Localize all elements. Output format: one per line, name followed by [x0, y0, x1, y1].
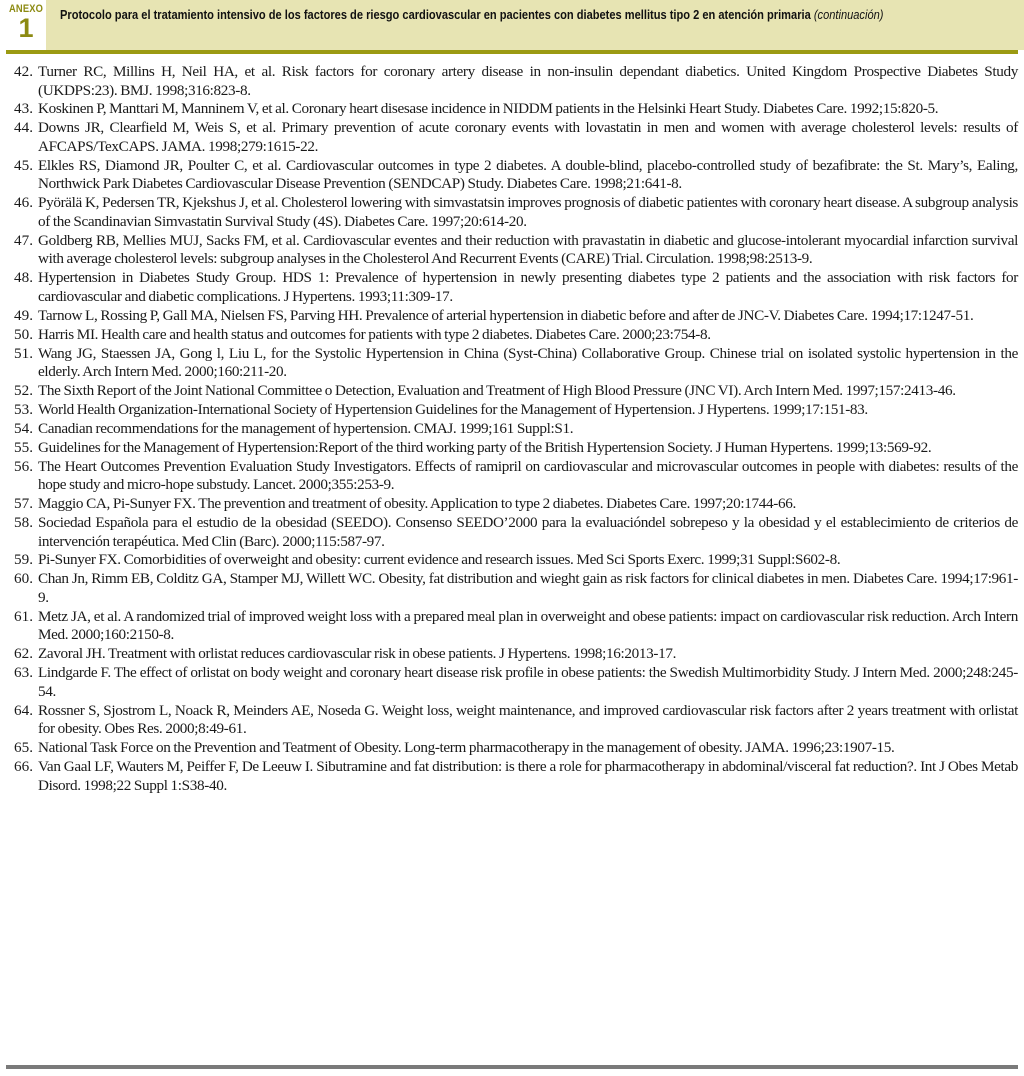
- reference-number: 61.: [14, 607, 33, 625]
- annex-number: 1: [18, 13, 34, 43]
- reference-text: Pi-Sunyer FX. Comorbidities of overweight and obesity: current evidence and research issues. Med Sci Sports Exerc. 1999;31 Suppl:S602-8.: [38, 551, 841, 569]
- reference-item: [14, 157, 1018, 194]
- reference-text: The Heart Outcomes Prevention Evaluation Study Investigators. Effects of ramipril on cardiovascular and microvascular outcomes in people with diabetes: results of the hope study and micro-hope substudy. Lancet. 2000;355:253-9.: [38, 457, 1018, 494]
- reference-item: [14, 514, 1018, 551]
- reference-number: 55.: [14, 438, 33, 456]
- reference-text: Metz JA, et al. A randomized trial of improved weight loss with a prepared meal plan in overweight and obese patients: impact on cardiovascular risk reduction. Arch Intern Med. 2000;160:2150-8.: [38, 607, 1018, 644]
- reference-item: [14, 664, 1018, 701]
- reference-number: 51.: [14, 344, 33, 362]
- reference-text: Hypertension in Diabetes Study Group. HDS 1: Prevalence of hypertension in newly presenting diabetes type 2 patients and the association with risk factors for cardiovascular and diabetic complications. J Hypertens. 1993;11:309-17.: [38, 269, 1018, 305]
- reference-item: [14, 702, 1018, 739]
- reference-text: Chan Jn, Rimm EB, Colditz GA, Stamper MJ, Willett WC. Obesity, fat distribution and wieght gain as risk factors for clinical diabetes in men. Diabetes Care. 1994;17:961-9.: [38, 570, 1018, 606]
- reference-text: National Task Force on the Prevention and Teatment of Obesity. Long-term pharmacotherapy in the management of obesity. JAMA. 1996;23:1907-15.: [38, 739, 895, 757]
- reference-item: [14, 345, 1018, 382]
- reference-item: [14, 119, 1018, 156]
- header-rule: [6, 50, 1018, 54]
- reference-number: 47.: [14, 231, 33, 249]
- reference-item: [14, 739, 1018, 758]
- reference-text: The Sixth Report of the Joint National Committee o Detection, Evaluation and Treatment of High Blood Pressure (JNC VI). Arch Intern Med. 1997;157:2413-46.: [38, 382, 956, 400]
- reference-item: [14, 382, 1018, 401]
- reference-item: [14, 570, 1018, 607]
- reference-text: Pyörälä K, Pedersen TR, Kjekshus J, et al. Cholesterol lowering with simvastatsin improves prognosis of diabetic patientes with coronary heart disease. A subgroup analysis of the Scandinavian Simvastatin Survival Study (4S). Diabetes Care. 1997;20:614-20.: [38, 194, 1018, 230]
- annex-header: [6, 0, 1018, 50]
- reference-number: 65.: [14, 739, 33, 757]
- reference-item: [14, 608, 1018, 645]
- annex-title-band: [46, 0, 1024, 50]
- reference-number: 60.: [14, 570, 33, 588]
- reference-number: 42.: [14, 63, 33, 80]
- reference-text: Tarnow L, Rossing P, Gall MA, Nielsen FS, Parving HH. Prevalence of arterial hypertension in diabetic before and after de JNC-V. Diabetes Care. 1994;17:1247-51.: [38, 306, 974, 324]
- reference-text: Harris MI. Health care and health status and outcomes for patients with type 2 diabetes. Diabetes Care. 2000;23:754-8.: [38, 325, 711, 343]
- reference-text: Turner RC, Millins H, Neil HA, et al. Risk factors for coronary artery disease in non-insulin dependant diabetics. United Kingdom Prospective Diabetes Study (UKDPS:23). BMJ. 1998;316:823-8.: [38, 63, 1018, 99]
- reference-item: [14, 495, 1018, 514]
- reference-text: Wang JG, Staessen JA, Gong l, Liu L, for the Systolic Hypertension in China (Syst-China) Collaborative Group. Chinese trial on isolated systolic hypertension in the elderly. Arch Intern Med. 2000;160:211-20.: [38, 344, 1018, 381]
- reference-number: 53.: [14, 400, 33, 418]
- reference-number: 64.: [14, 701, 33, 719]
- reference-item: [14, 645, 1018, 664]
- reference-number: 48.: [14, 269, 33, 287]
- reference-number: 52.: [14, 382, 33, 400]
- reference-number: 59.: [14, 551, 33, 569]
- reference-item: [14, 63, 1018, 100]
- reference-number: 46.: [14, 194, 33, 212]
- reference-item: [14, 551, 1018, 570]
- annex-title: [60, 8, 993, 23]
- reference-number: 45.: [14, 156, 33, 174]
- reference-text: Goldberg RB, Mellies MUJ, Sacks FM, et al. Cardiovascular eventes and their reduction with pravastatin in diabetic and glucose-intolerant myocardial infarction survival with average cholesterol levels: subgroup analyses in the Cholesterol And Recurrent Events (CARE) Trial. Circulation. 1998;98:2513-9.: [38, 231, 1018, 268]
- reference-text: World Health Organization-International Society of Hypertension Guidelines for the Management of Hypertension. J Hypertens. 1999;17:151-83.: [38, 400, 868, 418]
- reference-number: 66.: [14, 758, 33, 776]
- reference-item: [14, 758, 1018, 795]
- reference-text: Lindgarde F. The effect of orlistat on body weight and coronary heart disease risk profile in obese patients: the Swedish Multimorbidity Study. J Intern Med. 2000;248:245-54.: [38, 664, 1018, 700]
- annex-label: ANEXO: [9, 3, 44, 15]
- reference-item: [14, 100, 1018, 119]
- reference-text: Zavoral JH. Treatment with orlistat reduces cardiovascular risk in obese patients. J Hypertens. 1998;16:2013-17.: [38, 645, 677, 663]
- annex-badge: [6, 0, 46, 50]
- annex-title-continuation: (continuación): [813, 8, 884, 22]
- reference-number: 57.: [14, 495, 33, 513]
- reference-text: Downs JR, Clearfield M, Weis S, et al. Primary prevention of acute coronary events with lovastatin in men and women with average cholesterol levels: results of AFCAPS/TexCAPS. JAMA. 1998;279:1615-22.: [38, 119, 1018, 155]
- reference-number: 58.: [14, 514, 33, 531]
- reference-number: 43.: [14, 100, 33, 118]
- reference-item: [14, 269, 1018, 306]
- reference-text: Rossner S, Sjostrom L, Noack R, Meinders AE, Noseda G. Weight loss, weight maintenance, and improved cardiovascular risk factors after 2 years treatment with orlistat for obesity. Obes Res. 2000;8:49-61.: [38, 701, 1018, 738]
- reference-text: Canadian recommendations for the management of hypertension. CMAJ. 1999;161 Suppl:S1.: [38, 419, 574, 437]
- reference-item: [14, 420, 1018, 439]
- reference-text: Sociedad Española para el estudio de la obesidad (SEEDO). Consenso SEEDO’2000 para la evaluacióndel sobrepeso y la obesidad y el establecimiento de criterios de intervención terapéutica. Med Clin (Barc). 2000;115:587-97.: [38, 514, 1018, 550]
- reference-number: 54.: [14, 419, 33, 437]
- reference-item: [14, 458, 1018, 495]
- reference-text: Maggio CA, Pi-Sunyer FX. The prevention and treatment of obesity. Application to type 2 diabetes. Diabetes Care. 1997;20:1744-66.: [38, 495, 796, 513]
- reference-text: Guidelines for the Management of Hypertension:Report of the third working party of the British Hypertension Society. J Human Hypertens. 1999;13:569-92.: [38, 438, 932, 456]
- reference-number: 56.: [14, 457, 33, 475]
- reference-item: [14, 401, 1018, 420]
- reference-number: 63.: [14, 664, 33, 682]
- reference-item: [14, 232, 1018, 269]
- reference-number: 44.: [14, 119, 33, 137]
- reference-list: [14, 63, 1018, 796]
- reference-item: [14, 439, 1018, 458]
- annex-title-main: Protocolo para el tratamiento intensivo de los factores de riesgo cardiovascular en pacientes con diabetes mellitus tipo 2 en atención primaria: [60, 8, 811, 22]
- reference-text: Koskinen P, Manttari M, Manninem V, et al. Coronary heart disesase incidence in NIDDM patients in the Helsinki Heart Study. Diabetes Care. 1992;15:820-5.: [38, 100, 939, 118]
- reference-text: Van Gaal LF, Wauters M, Peiffer F, De Leeuw I. Sibutramine and fat distribution: is there a role for pharmacotherapy in abdominal/visceral fat reduction?. Int J Obes Metab Disord. 1998;22 Suppl 1:S38-40.: [38, 758, 1018, 794]
- reference-text: Elkles RS, Diamond JR, Poulter C, et al. Cardiovascular outcomes in type 2 diabetes. A double-blind, placebo-controlled study of bezafibrate: the St. Mary’s, Ealing, Northwick Park Diabetes Cardiovascular Disease Prevention (SENDCAP) Study. Diabetes Care. 1998;21:641-8.: [38, 156, 1018, 193]
- footer-rule: [6, 1065, 1018, 1069]
- reference-number: 62.: [14, 645, 33, 663]
- reference-item: [14, 194, 1018, 231]
- reference-number: 49.: [14, 306, 33, 324]
- reference-item: [14, 326, 1018, 345]
- reference-item: [14, 307, 1018, 326]
- reference-number: 50.: [14, 325, 33, 343]
